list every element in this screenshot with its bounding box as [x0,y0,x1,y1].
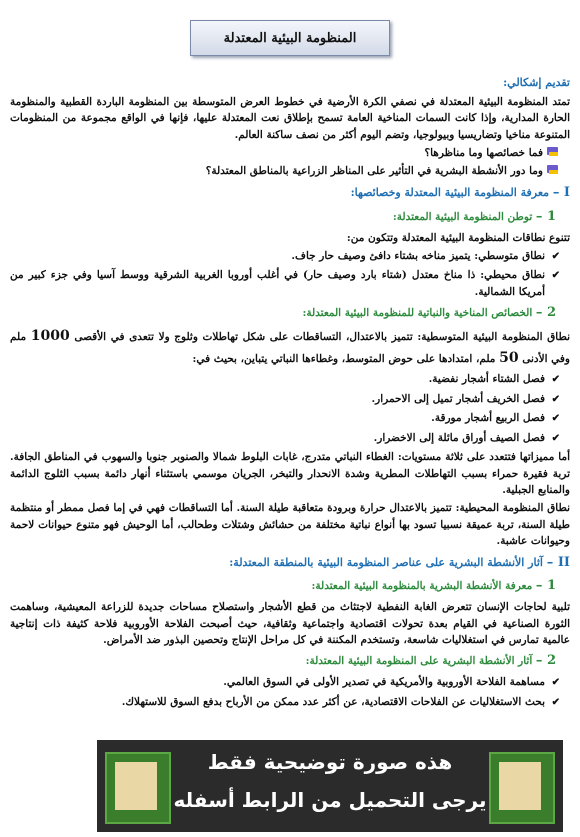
page-title: المنظومة البيئية المعتدلة [190,20,390,56]
list-item-text: مساهمة الفلاحة الأوروبية والأمريكية في تصدير الأولى في السوق العالمي. [223,676,545,689]
check-icon: ✔ [551,270,560,282]
list-item-text: نطاق محيطي: ذا مناخ معتدل (شتاء بارد وصيف حار) في أغلب أوروبا الغربية الشرقية ووسط آسيا وفي جزء كبير من أمريكا الشمالية. [10,269,545,298]
watermark-line: هذه صورة توضيحية فقط [207,750,453,774]
section-title: معرفة المنظومة البيئية المعتدلة وخصائصها: [350,186,550,200]
list-item [10,674,570,691]
check-icon: ✔ [551,677,560,689]
check-icon: ✔ [551,432,560,444]
list-item-text: فصل الشتاء أشجار نفضية. [428,373,545,386]
list-item-text: فصل الربيع أشجار مورقة. [431,412,545,425]
list-item [10,371,570,388]
paragraph: تلبية لحاجات الإنسان تتعرض الغابة النفطية لاجتثاث من قطع الأشجار واستصلاح مساحات جديدة للزراعة المعيشية، وساهمت الثورة الصناعية في القيام بعدة تحولات اقتصادية واجتماعية وثقافية، حيث أصبحت الفلاحة الأوروبية فلاحة كثيفة ذات إنتاجية عالمية تمارس في استغلاليات شاسعة، وتستخدم المكننة في كل مراحل الإنتاج وتحصين البذور ضد الأمراض. [10,601,570,646]
check-icon: ✔ [551,393,560,405]
subsection-number: 2 – [535,304,556,320]
paragraph: نطاق المنظومة المحيطية: تتميز بالاعتدال حرارة وبرودة متعاقبة طيلة السنة. أما التساقطات فهي في إما فصل ممطر أو منتظمة طيلة السنة، تربة عميقة نسبيا تسود بها أنواع نباتية مختلفة من حشائش وشتلات وطحالب، أما الوحيش فهو متنوع حيوانات لاحمة وحيوانات عاشبة. [10,502,570,547]
paragraph [10,326,570,369]
question-item [10,163,570,179]
subsection-title: توطن المنظومة البيئية المعتدلة: [392,210,533,223]
subsection-number: 1 – [535,578,556,594]
pencil-icon [547,147,558,158]
paragraph: تتنوع نطاقات المنظومة البيئية المعتدلة وتتكون من: [346,231,570,244]
paragraph-text: نطاق المنظومة البيئية المتوسطية: تتميز بالاعتدال، التساقطات على شكل تهاطلات وثلوج ولا تتعدى في الأقصى [74,331,571,344]
subsection-heading [24,303,570,323]
section-number: I – [552,185,570,201]
subsection-heading [24,651,570,671]
book-icon [105,752,171,824]
min-value: 50 [499,349,519,366]
list-item [10,248,570,265]
list-item [10,267,570,300]
intro-heading: تقديم إشكالي: [503,76,570,89]
question-text: فما خصائصها وما مناظرها؟ [424,146,543,159]
paragraph-text: ملم وفي الأدنى [10,331,570,365]
question-text: وما دور الأنشطة البشرية في التأثير على المناظر الزراعية بالمناطق المعتدلة؟ [205,165,543,178]
check-icon: ✔ [551,696,560,708]
section-number: II – [546,555,570,571]
subsection-number: 1 – [535,208,556,224]
question-item [10,145,570,161]
list-item [10,430,570,447]
list-item-text: نطاق متوسطي: يتميز مناخه بشتاء دافئ وصيف حار جاف. [291,249,545,262]
intro-paragraph: تمتد المنظومة البيئية المعتدلة في نصفي الكرة الأرضية في خطوط العرض المتوسطة بين المنظومة الباردة القطبية والمنظومة الحارة المدارية، وإذا كانت السمات المناخية العامة تسمح بإطلاق نعت المعتدلة عليها، فإنها في الواقع مجموعة من المنظومات المتنوعة مناخيا وتضاريسيا وبيولوجيا، وتضم اليوم أكثر من نصف ساكنة العالم. [10,96,570,141]
watermark-banner [97,740,563,832]
list-item-text: بحث الاستغلاليات عن الفلاحات الاقتصادية، عن أكثر عدد ممكن من الأرباح بدفع السوق للاستهلاك. [121,695,545,708]
subsection-title: معرفة الأنشطة البشرية بالمنظومة البيئية المعتدلة: [311,580,533,593]
list-item-text: فصل الصيف أوراق مائلة إلى الاخضرار. [373,431,545,444]
document-body [10,74,570,713]
check-icon: ✔ [551,374,560,386]
subsection-heading [24,576,570,596]
check-icon: ✔ [551,250,560,262]
book-icon [489,752,555,824]
section-heading [10,553,570,573]
section-heading [10,183,570,203]
subsection-title: الخصائص المناخية والنباتية للمنظومة البيئية المعتدلة: [302,306,533,319]
watermark-line: يرجى التحميل من الرابط أسفله [173,788,487,812]
subsection-title: آثار الأنشطة البشرية على المنظومة البيئية المعتدلة: [305,655,533,668]
list-item [10,391,570,408]
list-item [10,694,570,711]
list-item-text: فصل الخريف أشجار تميل إلى الاحمرار. [371,392,545,405]
subsection-heading [24,207,570,227]
pencil-icon [547,165,558,176]
check-icon: ✔ [551,413,560,425]
max-value: 1000 [30,328,70,345]
paragraph-text: ملم، امتدادها على حوض المتوسط، وغطاءها النباتي يتباين، بحيث في: [192,352,496,365]
paragraph: أما مميزاتها فتتعدد على ثلاثة مستويات: الغطاء النباتي متدرج، غابات البلوط شمالا والصنوبر جنوبا والسهوب في المناطق الجافة. تربة فقيرة حمراء بسبب التهاطلات المطرية وشدة الانحدار والتبخر، الجريان موسمي باستثناء أنهار دائمة بسبب الثلوج الدائمة والمنابع الجبلية. [10,451,570,496]
subsection-number: 2 – [535,653,556,669]
watermark-text [171,744,489,820]
list-item [10,410,570,427]
section-title: آثار الأنشطة البشرية على عناصر المنظومة البيئية بالمنطقة المعتدلة: [229,556,543,570]
